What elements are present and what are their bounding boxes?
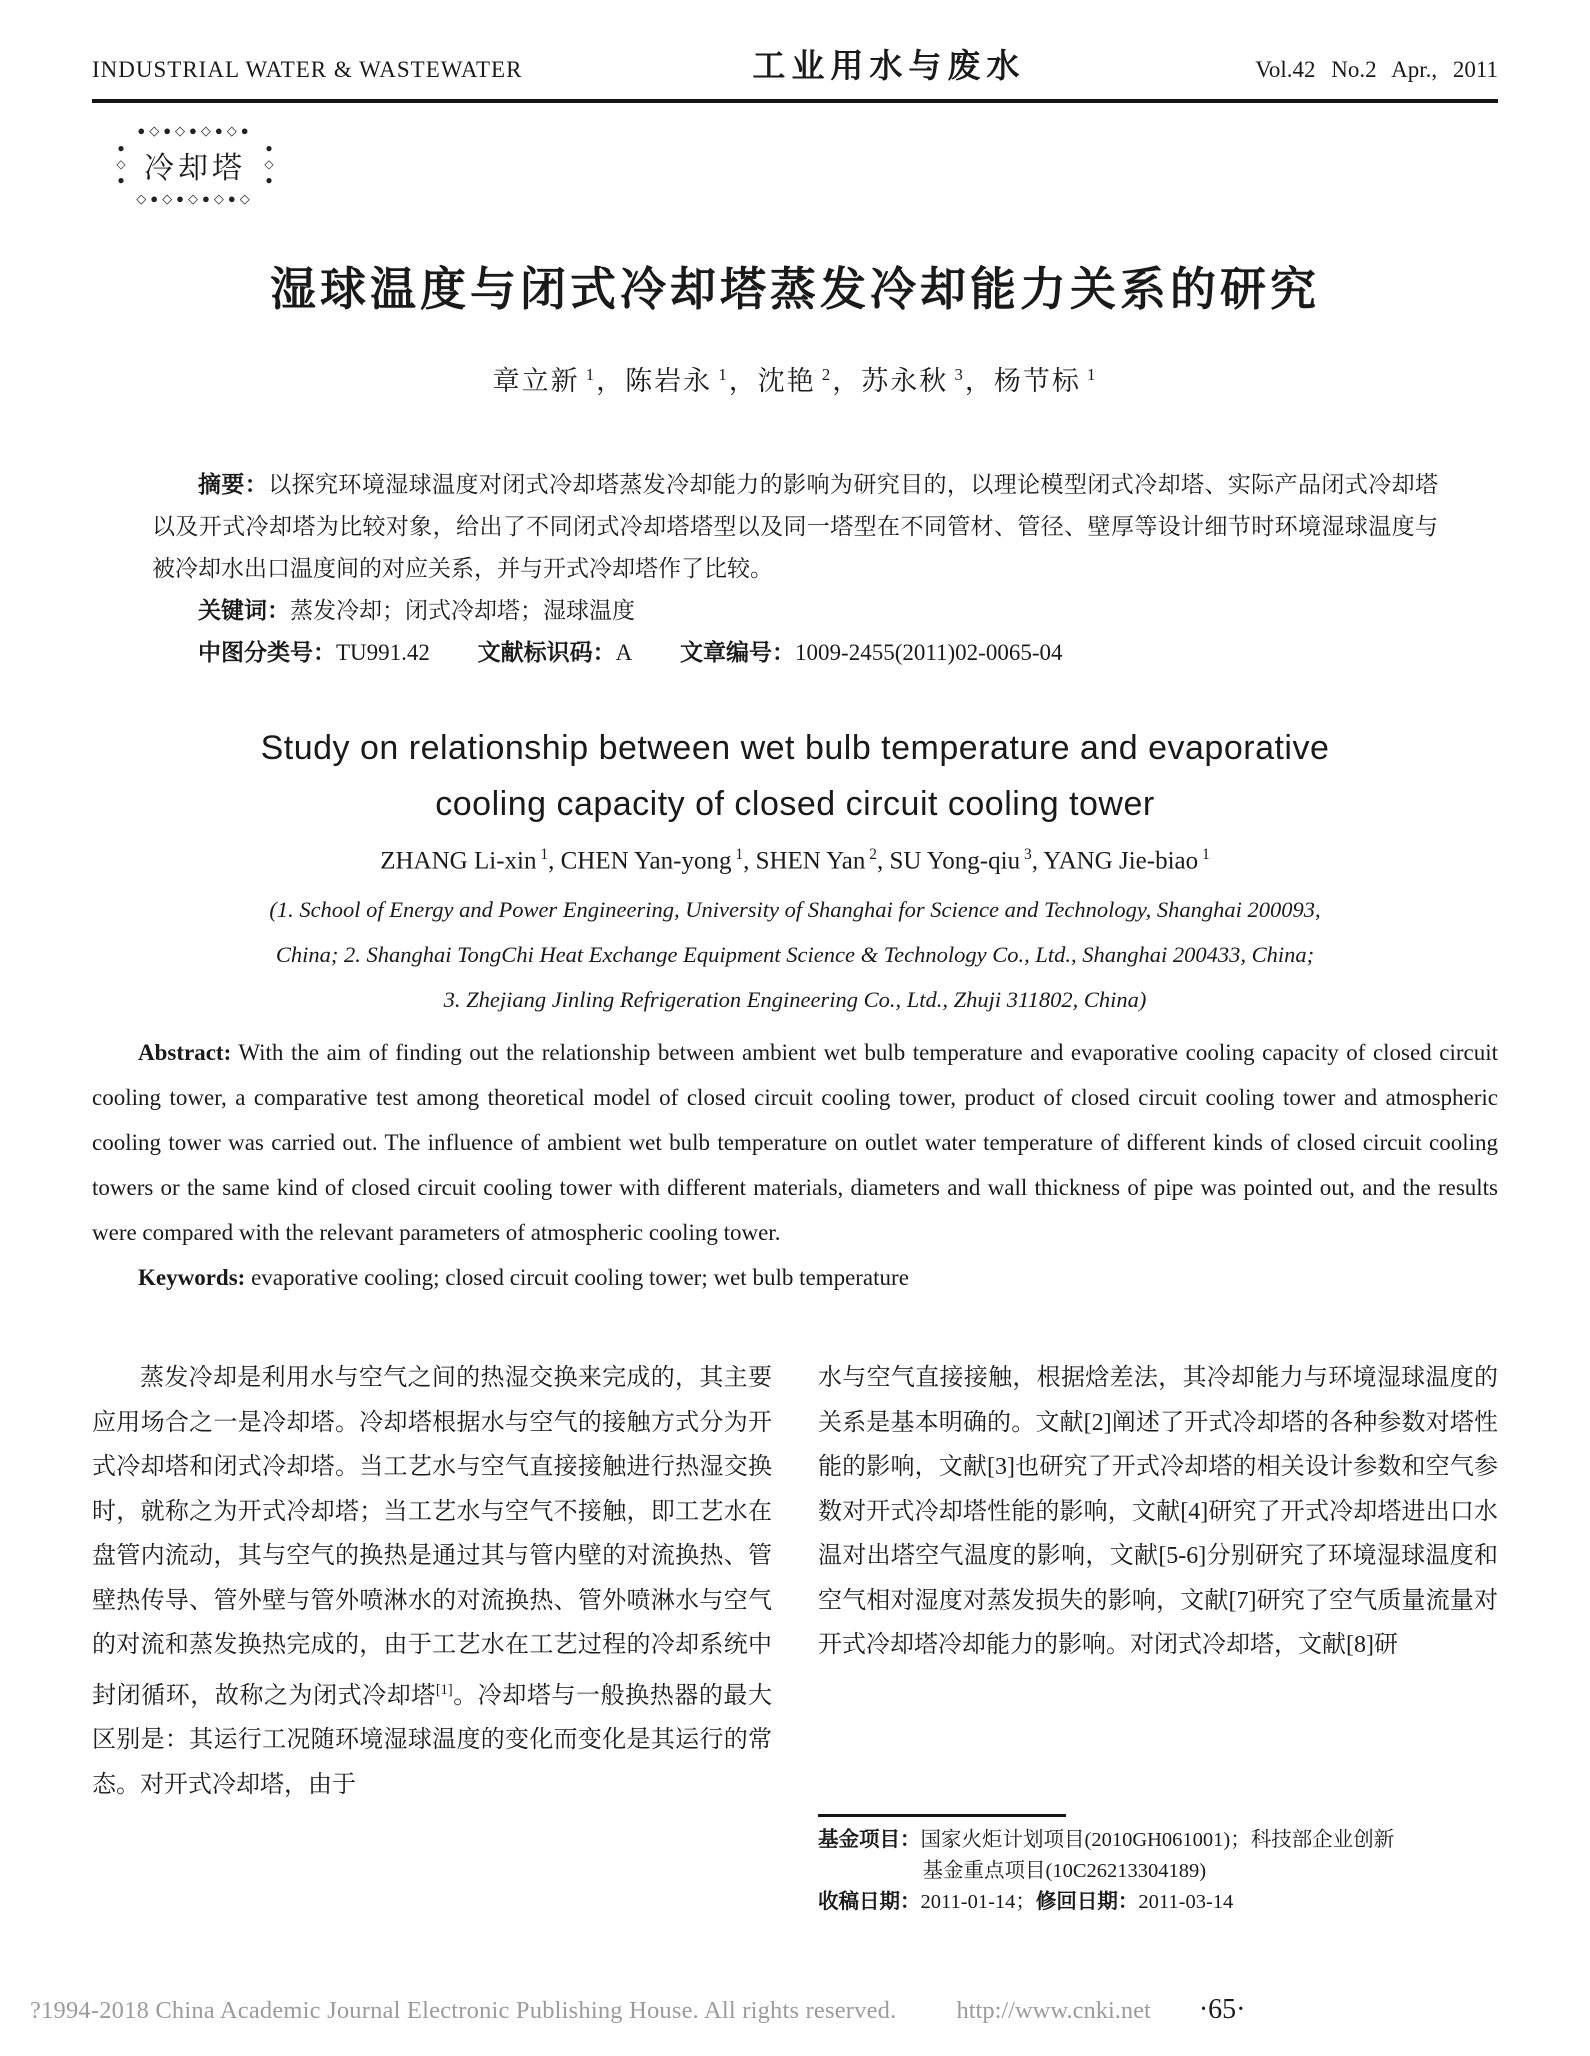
affiliation-line1: (1. School of Energy and Power Engineering, University of Shanghai for Science and Technology, Shanghai 200093,	[269, 897, 1321, 923]
keywords-label-chinese: 关键词：	[198, 598, 290, 623]
article-id-value: 1009-2455(2011)02-0065-04	[795, 640, 1063, 665]
article-id-label: 文章编号：	[680, 640, 796, 665]
body-paragraph-left: 蒸发冷却是利用水与空气之间的热湿交换来完成的，其主要应用场合之一是冷却塔。冷却塔根据水与空气的接触方式分为开式冷却塔和闭式冷却塔。当工艺水与空气直接接触进行热湿交换时，就称之为开式冷却塔；当工艺水与空气不接触，即工艺水在盘管内流动，其与空气的换热是通过其与管内壁的对流换热、管壁热传导、管外壁与管外喷淋水的对流换热、管外喷淋水与空气的对流和蒸发换热完成的，由于工艺水在工艺过程的冷却系统中封闭循环，故称之为闭式冷却塔[1]。冷却塔与一般换热器的最大区别是：其运行工况随环境湿球温度的变化而变化是其运行的常态。对开式冷却塔，由于	[92, 1365, 772, 1798]
article-title-chinese: 湿球温度与闭式冷却塔蒸发冷却能力关系的研究	[270, 264, 1320, 315]
authors-chinese: 章立新 $^1$，陈岩永 $^1$，沈艳 $^2$，苏永秋 $^3$，杨节标 $^1$	[492, 365, 1098, 396]
badge-label: 冷却塔	[144, 152, 246, 185]
body-columns	[92, 1356, 1498, 1918]
title-english-line1: Study on relationship between wet bulb temperature and evaporative	[260, 729, 1330, 767]
revised-label: 修回日期：	[1035, 1891, 1139, 1914]
received-date: 2011-01-14；	[920, 1891, 1036, 1914]
journal-header	[92, 0, 1498, 103]
fund-label: 基金项目：	[818, 1829, 921, 1852]
keywords-english	[92, 1255, 1498, 1300]
doc-code-label: 文献标识码：	[477, 640, 616, 665]
body-column-left	[92, 1356, 772, 1918]
doc-code-value: A	[615, 640, 633, 665]
copyright-notice: ?1994-2018 China Academic Journal Electronic Publishing House. All rights reserved.	[30, 1997, 897, 2024]
footnote-rule	[818, 1814, 1066, 1817]
keywords-chinese	[152, 590, 1438, 632]
revised-date: 2011-03-14	[1138, 1891, 1234, 1914]
badge-ornament-right: ●◇●	[262, 141, 276, 189]
authors-english: ZHANG Li-xin $^1$, CHEN Yan-yong $^1$, SHEN Yan $^2$, SU Yong-qiu $^3$, YANG Jie-biao $^1$	[380, 846, 1210, 875]
page-footer	[30, 1994, 1502, 2026]
received-label: 收稿日期：	[818, 1891, 921, 1914]
body-column-right	[818, 1356, 1498, 1918]
body-paragraph-right: 水与空气直接接触，根据焓差法，其冷却能力与环境湿球温度的关系是基本明确的。文献[2]阐述了开式冷却塔的各种参数对塔性能的影响，文献[3]也研究了开式冷却塔的相关设计参数和空气参数对开式冷却塔性能的影响，文献[4]研究了开式冷却塔进出口水温对出塔空气温度的影响，文献[5-6]分别研究了环境湿球温度和空气相对湿度对蒸发损失的影响，文献[7]研究了空气质量流量对开式冷却塔冷却能力的影响。对闭式冷却塔，文献[8]研	[818, 1365, 1498, 1659]
abstract-text-chinese: 以探究环境湿球温度对闭式冷却塔蒸发冷却能力的影响为研究目的，以理论模型闭式冷却塔、实际产品闭式冷却塔以及开式冷却塔为比较对象，给出了不同闭式冷却塔塔型以及同一塔型在不同管材、管径、壁厚等设计细节时环境湿球温度与被冷却水出口温度间的对应关系，并与开式冷却塔作了比较。	[152, 472, 1439, 581]
abstract-label-english: Abstract:	[138, 1040, 232, 1066]
journal-name-english: INDUSTRIAL WATER & WASTEWATER	[92, 57, 523, 82]
fund-line1	[818, 1825, 1498, 1856]
clc-label: 中图分类号：	[198, 640, 336, 665]
abstract-english	[92, 1030, 1498, 1255]
affiliations	[92, 887, 1498, 1022]
keywords-label-english: Keywords:	[138, 1265, 246, 1291]
keywords-text-english: evaporative cooling; closed circuit cooling tower; wet bulb temperature	[245, 1265, 909, 1291]
title-english-line2: cooling capacity of closed circuit cooling tower	[435, 785, 1155, 823]
journal-name-chinese: 工业用水与废水	[752, 49, 1026, 85]
classification-line	[152, 632, 1438, 674]
footnote-block	[818, 1814, 1498, 1918]
fund-line2: 基金重点项目(10C26213304189)	[922, 1860, 1207, 1883]
abstract-text-english: With the aim of finding out the relationship between ambient wet bulb temperature and evaporative cooling capacity of closed circuit cooling tower, a comparative test among theoretical model of closed circuit cooling tower, product of closed circuit cooling tower and atmospheric cooling tower was carried out. The influence of ambient wet bulb temperature on outlet water temperature of different kinds of closed circuit cooling towers or the same kind of closed circuit cooling tower with different materials, diameters and wall thickness of pipe was pointed out, and the results were compared with the relevant parameters of atmospheric cooling tower.	[92, 1040, 1498, 1246]
keywords-text-chinese: 蒸发冷却；闭式冷却塔；湿球温度	[290, 598, 635, 623]
clc-group	[198, 640, 430, 665]
journal-volume-issue: Vol.42 No.2 Apr., 2011	[1255, 57, 1498, 82]
chinese-abstract-block	[152, 464, 1438, 674]
doc-code-group	[478, 640, 633, 665]
page-number: ·65·	[1198, 1994, 1246, 2025]
affiliation-line2: China; 2. Shanghai TongChi Heat Exchange Equipment Science & Technology Co., Ltd., Shanghai 200433, China;	[275, 942, 1315, 968]
article-id-group	[680, 640, 1062, 665]
abstract-label-chinese: 摘要：	[198, 472, 269, 497]
abstract-chinese	[152, 464, 1438, 590]
fund-text-line1: 国家火炬计划项目(2010GH061001)；科技部企业创新	[920, 1829, 1395, 1852]
badge-ornament-left: ●◇●◇●◇●◇● ●◇●	[114, 141, 128, 189]
affiliation-line3: 3. Zhejiang Jinling Refrigeration Engineering Co., Ltd., Zhuji 311802, China)	[443, 987, 1147, 1013]
dates-line	[818, 1887, 1498, 1918]
column-badge	[114, 129, 276, 201]
cnki-url: http://www.cnki.net	[956, 1997, 1151, 2024]
article-title-english	[92, 720, 1498, 832]
clc-number: TU991.42	[336, 640, 430, 665]
